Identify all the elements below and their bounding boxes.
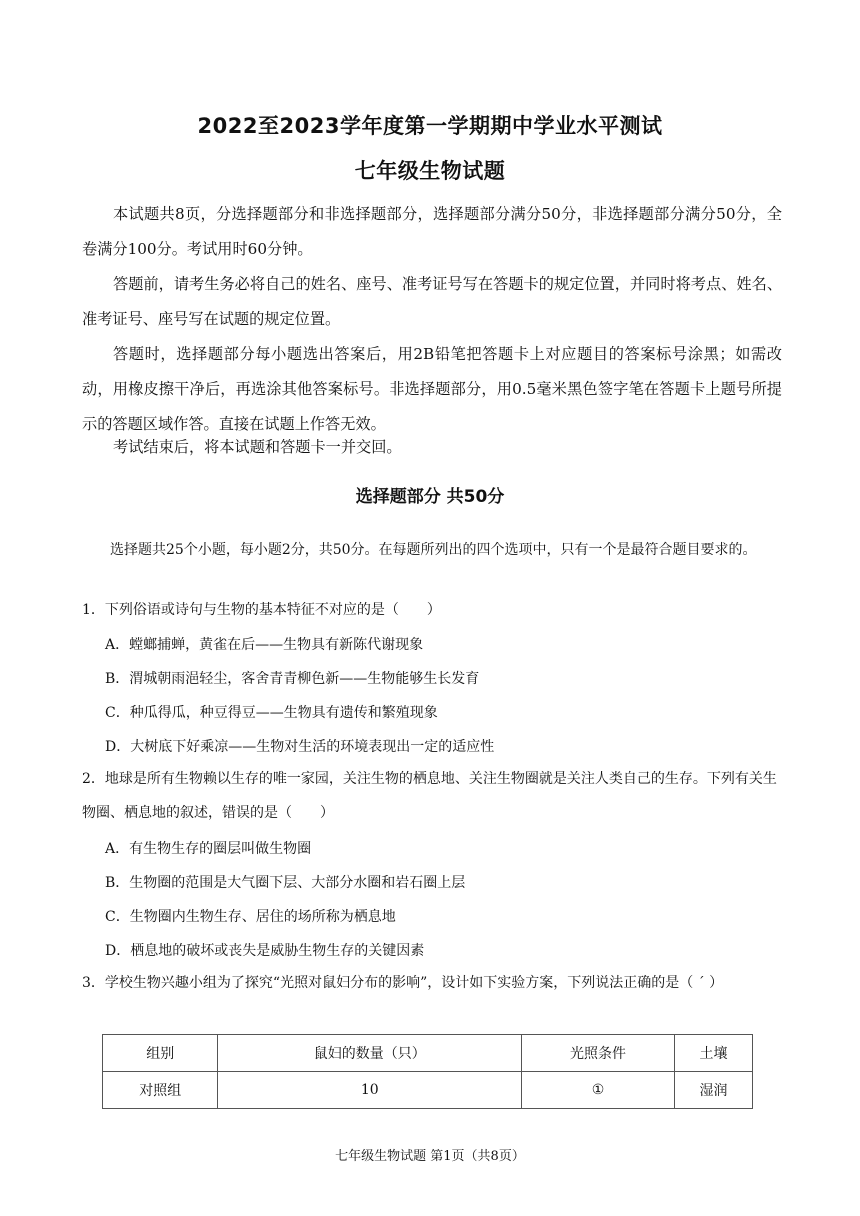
section-intro: 选择题共25个小题，每小题2分，共50分。在每题所列出的四个选项中，只有一个是最符合题目要求的。: [110, 542, 757, 558]
question-stem: 1．下列俗语或诗句与生物的基本特征不对应的是（ ）: [82, 602, 441, 618]
question-option: B．生物圈的范围是大气圈下层、大部分水圈和岩石圈上层: [105, 875, 466, 891]
table-header-cell: 鼠妇的数量（只）: [218, 1035, 522, 1072]
instruction-paragraph: 答题时，选择题部分每小题选出答案后，用2B铅笔把答题卡上对应题目的答案标号涂黑；如需改动，用橡皮擦干净后，再选涂其他答案标号。非选择题部分，用0.5毫米黑色签字笔在答题卡上题号所提示的答题区域作答。直接在试题上作答无效。: [82, 345, 782, 433]
table-header-cell: 光照条件: [521, 1035, 674, 1072]
instruction-paragraph: 答题前，请考生务必将自己的姓名、座号、准考证号写在答题卡的规定位置，并同时将考点、姓名、准考证号、座号写在试题的规定位置。: [82, 275, 782, 328]
instruction-paragraph: 考试结束后，将本试题和答题卡一并交回。: [113, 438, 402, 456]
table-header-row: [103, 1035, 753, 1072]
question-stem: 3．学校生物兴趣小组为了探究“光照对鼠妇分布的影响”，设计如下实验方案，下列说法正确的是（ ´ ）: [82, 975, 724, 991]
question-stem: 2．地球是所有生物赖以生存的唯一家园，关注生物的栖息地、关注生物圈就是关注人类自己的生存。下列有关生物圈、栖息地的叙述，错误的是（ ）: [82, 771, 777, 821]
question-option: B．渭城朝雨浥轻尘，客舍青青柳色新——生物能够生长发育: [105, 671, 480, 687]
table-cell: 湿润: [675, 1072, 753, 1109]
table-row: [103, 1072, 753, 1109]
question-option: C．种瓜得瓜，种豆得豆——生物具有遗传和繁殖现象: [105, 705, 438, 721]
table-cell: 10: [218, 1072, 522, 1109]
page-subtitle: 七年级生物试题: [354, 159, 506, 183]
question-option: C．生物圈内生物生存、居住的场所称为栖息地: [105, 909, 396, 925]
instruction-paragraph: 本试题共8页，分选择题部分和非选择题部分，选择题部分满分50分，非选择题部分满分50分，全卷满分100分。考试用时60分钟。: [82, 205, 782, 258]
table-header-cell: 土壤: [675, 1035, 753, 1072]
table-header-cell: 组别: [103, 1035, 218, 1072]
page-title: 2022至2023学年度第一学期期中学业水平测试: [197, 114, 663, 138]
question-option: A．螳螂捕蝉，黄雀在后——生物具有新陈代谢现象: [105, 637, 424, 653]
question-option: A．有生物生存的圈层叫做生物圈: [105, 841, 312, 857]
page-footer: 七年级生物试题 第1页（共8页）: [335, 1149, 525, 1164]
question-option: D．大树底下好乘凉——生物对生活的环境表现出一定的适应性: [105, 739, 495, 755]
table-cell: 对照组: [103, 1072, 218, 1109]
experiment-table: [102, 1034, 753, 1109]
section-title: 选择题部分 共50分: [355, 487, 505, 507]
table-cell: ①: [521, 1072, 674, 1109]
question-option: D．栖息地的破坏或丧失是威胁生物生存的关键因素: [105, 943, 425, 959]
